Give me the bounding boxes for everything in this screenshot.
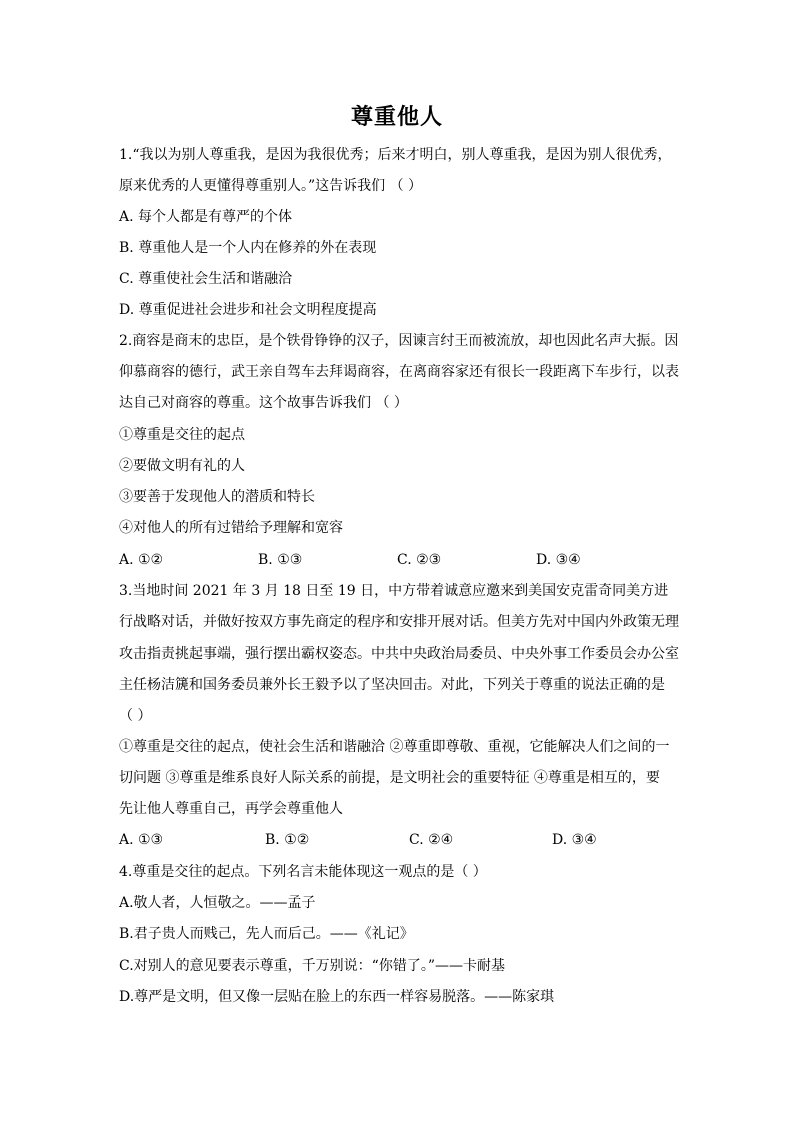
q2-option-a: A. ①② [119,552,164,568]
q3-statements-line2: 切问题 ③尊重是维系良好人际关系的前提，是文明社会的重要特征 ④尊重是相互的，要 [119,770,660,786]
page-title: 尊重他人 [350,105,443,130]
q2-stem-line3: 达自己对商容的尊重。这个故事告诉我们 （ ） [119,395,408,411]
q4-option-b: B.君子贵人而贱己，先人而后己。——《礼记》 [119,926,414,942]
q3-stem-line5: （ ） [119,708,152,724]
q1-option-a: A. 每个人都是有尊严的个体 [119,209,293,225]
q3-option-c: C. ②④ [409,832,454,848]
q2-stem-line2: 仰慕商容的德行，武王亲自驾车去拜谒商容，在离商容家还有很长一段距离下车步行，以表 [119,364,679,380]
q3-statements-line3: 先让他人尊重自己，再学会尊重他人 [119,801,343,817]
q2-option-d: D. ③④ [536,552,581,568]
q3-stem-line2: 行战略对话，并做好按双方事先商定的程序和安排开展对话。但美方先对中国内外政策无理 [119,614,679,630]
q2-statement-3: ③要善于发现他人的潜质和特长 [119,489,315,505]
q4-stem-line1: 4.尊重是交往的起点。下列名言未能体现这一观点的是（ ） [119,864,487,880]
q3-stem-line3: 攻击指责挑起事端，强行摆出霸权姿态。中共中央政治局委员、中央外事工作委员会办公室 [119,646,679,662]
q2-option-b: B. ①③ [258,552,303,568]
q4-option-c: C.对别人的意见要表示尊重，千万别说：“你错了。”——卡耐基 [119,958,505,974]
q2-stem-line1: 2.商容是商末的忠臣，是个铁骨铮铮的汉子，因谏言纣王而被流放，却也因此名声大振。因 [119,333,679,349]
q4-option-a: A.敬人者，人恒敬之。——孟子 [119,895,316,911]
q3-option-b: B. ①② [265,832,310,848]
q2-option-c: C. ②③ [397,552,442,568]
q1-option-b: B. 尊重他人是一个人内在修养的外在表现 [119,240,377,256]
q2-options-row [119,550,689,570]
q4-option-d: D.尊严是文明，但又像一层贴在脸上的东西一样容易脱落。——陈家琪 [119,989,555,1005]
q1-stem-line2: 原来优秀的人更懂得尊重别人。”这告诉我们 （ ） [119,178,423,194]
q3-option-a: A. ①③ [119,832,164,848]
q2-statement-2: ②要做文明有礼的人 [119,458,245,474]
q1-option-d: D. 尊重促进社会进步和社会文明程度提高 [119,302,377,318]
q3-option-d: D. ③④ [552,832,597,848]
q1-option-c: C. 尊重使社会生活和谐融洽 [119,271,293,287]
q1-stem-line1: 1.“我以为别人尊重我，是因为我很优秀；后来才明白，别人尊重我，是因为别人很优秀， [119,147,672,163]
q3-stem-line4: 主任杨洁篪和国务委员兼外长王毅予以了坚决回击。对此，下列关于尊重的说法正确的是 [119,677,665,693]
q3-statements-line1: ①尊重是交往的起点，使社会生活和谐融洽 ②尊重即尊敬、重视，它能解决人们之间的一 [119,739,670,755]
q3-stem-line1: 3.当地时间 2021 年 3 月 18 日至 19 日，中方带着诚意应邀来到美国安克雷奇同美方进 [119,583,669,599]
q3-options-row [119,830,689,850]
q2-statement-1: ①尊重是交往的起点 [119,427,245,443]
q2-statement-4: ④对他人的所有过错给予理解和宽容 [119,520,343,536]
